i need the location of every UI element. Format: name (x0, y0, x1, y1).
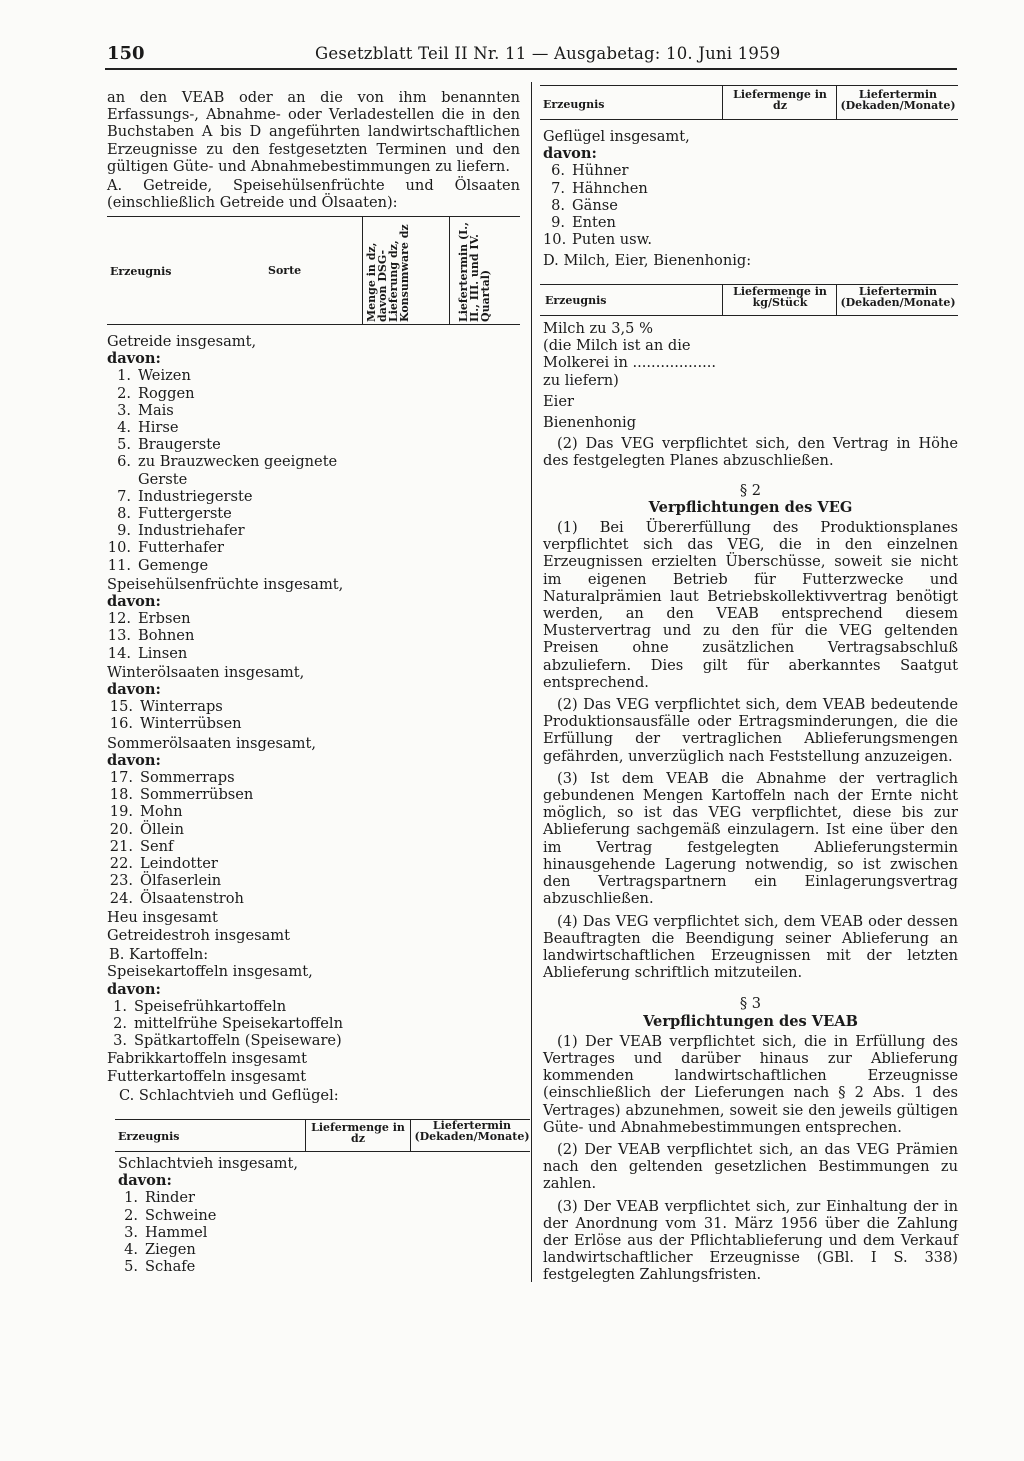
list-item (107, 872, 520, 889)
list-item-label: Weizen (138, 367, 191, 385)
table-a-header-menge: Menge in dz, davon DSG-Lieferung dz, Konsumware dz (365, 224, 411, 322)
list-item (107, 890, 520, 907)
list-item-number: 2. (124, 1206, 138, 1224)
list-item (107, 803, 520, 820)
list-item-label: zu Brauzwecken geeignete (138, 453, 338, 471)
list-item (107, 821, 520, 838)
table-d-header-liefermenge: Liefermenge in kg/Stück (733, 285, 827, 309)
list-item (107, 1032, 520, 1049)
list-item-number: 5. (124, 1258, 138, 1276)
section-3-title: Verpflichtungen des VEAB (643, 1012, 858, 1030)
speise-title: Speisehülsenfrüchte insgesamt, (107, 575, 344, 593)
davon-label: davon: (107, 980, 161, 998)
left-column (107, 89, 520, 211)
para-1-2: (2) Das VEG verpflichtet sich, den Vertrag in Höhe des festgelegten Planes abzuschließen. (543, 435, 958, 470)
list-item (118, 1224, 518, 1241)
list-item-number: 8. (551, 196, 565, 214)
list-item (543, 197, 958, 214)
list-item-label: Winterrübsen (140, 715, 242, 733)
list-item (107, 539, 520, 556)
sommer-title: Sommerölsaaten insgesamt, (107, 734, 317, 752)
list-item-label: Speisefrühkartoffeln (134, 997, 287, 1015)
list-item-number: 2. (117, 384, 131, 402)
table-c2-header-liefermenge: Liefermenge in dz (733, 88, 827, 112)
list-item (543, 231, 958, 248)
speisekartoffeln-title: Speisekartoffeln insgesamt, (107, 963, 313, 981)
list-item (118, 1207, 518, 1224)
section-2-para-1: (1) Bei Übererfüllung des Produktionsplanes verpflichtet sich das VEG, die in den einzelnen Erzeugnissen erzielten Überschüsse, soweit sie nicht im eigenen Betrieb für Futterzwecke und Naturalprämien laut Betriebskollektivvertrag benötigt werden, an den VEAB entsprechend diesem Mustervertrag und zu den für die VEG geltenden Preisen ohne zusätzlichen Vertragsabschluß abzuliefern. Dies gilt für aberkanntes Saatgut entsprechend. (543, 519, 958, 691)
list-item (107, 786, 520, 803)
table-d-bottom-rule (540, 315, 958, 316)
list-item-number: 1. (117, 367, 131, 385)
list-item (107, 505, 520, 522)
getreide-title: Getreide insgesamt, (107, 333, 257, 350)
left-list (107, 333, 520, 1104)
section-3-para-2: (2) Der VEAB verpflichtet sich, an das VEG Prämien nach den geltenden gesetzlichen Bestimmungen zu zahlen. (543, 1140, 958, 1193)
gefluegel-title: Geflügel insgesamt, (543, 128, 690, 145)
schlacht-block (118, 1155, 518, 1275)
list-item-number: 4. (124, 1241, 138, 1259)
getreidestroh-line: Getreidestroh insgesamt (107, 926, 290, 944)
sommer-list (107, 769, 520, 907)
list-item-label: Hammel (145, 1223, 208, 1241)
milch-block (543, 320, 958, 389)
list-item-number: 3. (113, 1032, 127, 1050)
list-item-number: 6. (551, 162, 565, 180)
list-item-label: Enten (572, 214, 616, 232)
section-d-title: D. Milch, Eier, Bienenhonig: (543, 252, 752, 270)
list-item (107, 367, 520, 384)
list-item-number: 8. (117, 505, 131, 523)
column-divider (531, 82, 532, 1282)
list-item (107, 1015, 520, 1032)
list-item-label: Mohn (140, 803, 183, 821)
table-c2-vline-1 (722, 85, 723, 119)
section-3-para-1: (1) Der VEAB verpflichtet sich, die in Erfüllung des Vertrages und darüber hinaus zur Ablieferung kommenden landwirtschaftlichen Erzeugnisse (einschließlich der Lieferungen nach § 2 Abs. 1 des Vertrages) abzunehmen, soweit sie den jeweils gültigen Güte- und Abnahmebestimmungen entsprechen. (543, 1032, 958, 1136)
table-a-header-liefertermin: Liefertermin (I., II., III. und IV. Quartal) (457, 222, 492, 322)
kartoffel-list (107, 998, 520, 1050)
heu-line: Heu insgesamt (107, 908, 218, 926)
gefluegel-list (543, 162, 958, 248)
list-item-label: Erbsen (138, 610, 191, 628)
section-2-para-2: (2) Das VEG verpflichtet sich, dem VEAB bedeutende Produktionsausfälle oder Ertragsminderungen, die die Erfüllung der vertraglichen Ablieferungsmengen gefährden, unverzüglich nach Feststellung anzuzeigen. (543, 696, 958, 765)
list-item-label: Mais (138, 401, 174, 419)
table-a-header-erzeugnis: Erzeugnis (110, 265, 172, 278)
section-3-para-3: (3) Der VEAB verpflichtet sich, zur Einhaltung der in der Anordnung vom 31. März 1956 über die Zahlung der Erlöse aus der Pflichtablieferung und dem Verkauf landwirtschaftlicher Erzeugnisse (GBl. I S. 338) festgelegten Zahlungsfristen. (543, 1197, 958, 1284)
getreide-list (107, 367, 520, 573)
list-item (118, 1241, 518, 1258)
table-d-vline-2 (836, 284, 837, 315)
page-header-title: Gesetzblatt Teil II Nr. 11 — Ausgabetag: 10. Juni 1959 (315, 44, 781, 63)
list-item-label: Sommerrübsen (140, 786, 254, 804)
list-item (543, 180, 958, 197)
list-item (107, 385, 520, 402)
right-text (543, 320, 958, 1284)
list-item-number: 22. (109, 855, 133, 873)
list-item-number: 24. (109, 889, 133, 907)
list-item-number: 14. (107, 644, 131, 662)
list-item-label: Futtergerste (138, 505, 232, 523)
list-item-label: Rinder (145, 1189, 196, 1207)
list-item (107, 522, 520, 539)
list-item-number: 15. (109, 698, 133, 716)
list-item-label: Linsen (138, 644, 188, 662)
intro-paragraph: an den VEAB oder an die von ihm benannten Erfassungs-, Abnahme- oder Verladestellen die in den Buchstaben A bis D angeführten landwirtschaftlichen Erzeugnisse zu den festgesetzten Terminen und den gültigen Güte- und Abnahmebestimmungen zu liefern. (107, 89, 520, 175)
list-item-label: mittelfrühe Speisekartoffeln (134, 1014, 344, 1032)
list-item (118, 1258, 518, 1275)
list-item-number: 9. (551, 214, 565, 232)
list-item-number: 17. (109, 769, 133, 787)
list-item-number: 3. (124, 1223, 138, 1241)
list-item-label: Gerste (138, 470, 188, 488)
schlacht-title: Schlachtvieh insgesamt, (118, 1155, 299, 1172)
list-item (107, 698, 520, 715)
table-c-header-erzeugnis: Erzeugnis (118, 1130, 180, 1143)
list-item (107, 436, 520, 453)
gefluegel-block (543, 128, 958, 270)
bienenhonig-line: Bienenhonig (543, 414, 637, 432)
winter-list (107, 698, 520, 732)
list-item-label: Hirse (138, 419, 179, 437)
list-item-number: 11. (107, 556, 131, 574)
list-item-label: Leindotter (140, 855, 218, 873)
milch-line: Molkerei in .................. (543, 354, 717, 372)
table-c-bottom-rule (115, 1151, 530, 1152)
table-a-vline-2 (449, 216, 450, 324)
list-item-label: Puten usw. (572, 231, 653, 249)
list-item-number: 4. (117, 419, 131, 437)
list-item-label: Hähnchen (572, 179, 648, 197)
list-item (107, 627, 520, 644)
section-b-title: B. Kartoffeln: (109, 946, 209, 964)
eier-line: Eier (543, 392, 574, 410)
speise-list (107, 610, 520, 662)
schlacht-list (118, 1189, 518, 1275)
davon-label: davon: (107, 681, 161, 699)
list-item-number: 12. (107, 610, 131, 628)
list-item (107, 855, 520, 872)
list-item (107, 557, 520, 574)
list-item-label: Spätkartoffeln (Speiseware) (134, 1032, 342, 1050)
list-item (118, 1189, 518, 1206)
list-item-number: 13. (107, 627, 131, 645)
table-d-header-erzeugnis: Erzeugnis (545, 294, 607, 307)
milch-line: zu liefern) (543, 371, 619, 389)
section-2-para-4: (4) Das VEG verpflichtet sich, dem VEAB oder dessen Beauftragten die Beendigung seiner Ablieferung an landwirtschaftlichen Erzeugnissen mit der letzten Ablieferung schriftlich mitzuteilen. (543, 912, 958, 982)
list-item-number: 21. (109, 837, 133, 855)
list-item-number: 18. (109, 786, 133, 804)
list-item-label: Braugerste (138, 436, 221, 454)
davon-label: davon: (118, 1172, 172, 1190)
list-item-label: Sommerraps (140, 769, 235, 787)
section-c-title: C. Schlachtvieh und Geflügel: (119, 1086, 339, 1104)
table-d-vline-1 (722, 284, 723, 315)
list-item (107, 645, 520, 662)
table-c2-bottom-rule (540, 119, 958, 120)
list-item-number: 6. (117, 453, 131, 471)
list-item-number: 10. (543, 231, 567, 249)
davon-label: davon: (543, 145, 597, 163)
list-item-label: Bohnen (138, 627, 195, 645)
list-item-label: Ölfaserlein (140, 872, 222, 890)
list-item-label: Roggen (138, 384, 195, 402)
list-item-number: 2. (113, 1014, 127, 1032)
milch-line: Milch zu 3,5 % (543, 320, 653, 337)
list-item-label: Industriehafer (138, 522, 245, 540)
list-item (107, 610, 520, 627)
list-item (107, 998, 520, 1015)
section-3-number: § 3 (739, 995, 762, 1013)
list-item (107, 402, 520, 419)
list-item-number: 10. (107, 539, 131, 557)
table-c2-top-rule (540, 85, 958, 86)
section-a-title: A. Getreide, Speisehülsenfrüchte und Ölsaaten (einschließlich Getreide und Ölsaaten): (107, 177, 520, 212)
table-a-bottom-rule (107, 324, 520, 325)
list-item-number: 1. (124, 1189, 138, 1207)
list-item (107, 488, 520, 505)
section-2-title: Verpflichtungen des VEG (648, 498, 853, 516)
section-2-para-3: (3) Ist dem VEAB die Abnahme der vertraglich gebundenen Mengen Kartoffeln nach der Ernte nicht möglich, so ist das VEG verpflichtet, diese bis zur Ablieferung sachgemäß einzulagern. Ist eine über den im Vertrag festgelegten Ablieferungstermin hinausgehende Lagerung notwendig, so ist zwischen den Vertragspartnern ein Einlagerungsvertrag abzuschließen. (543, 769, 958, 908)
list-item-number: 7. (551, 179, 565, 197)
futter-line: Futterkartoffeln insgesamt (107, 1067, 307, 1085)
list-item-number: 7. (117, 487, 131, 505)
table-c2-header-liefertermin: Liefertermin (Dekaden/Monate) (840, 88, 956, 112)
davon-label: davon: (107, 751, 161, 769)
list-item-number: 1. (113, 997, 127, 1015)
davon-label: davon: (107, 350, 161, 368)
list-item-label: Hühner (572, 162, 629, 180)
table-a-header-sorte: Sorte (268, 264, 302, 277)
header-rule (105, 68, 957, 70)
list-item-number: 20. (109, 820, 133, 838)
list-item-label: Ziegen (145, 1241, 196, 1259)
davon-label: davon: (107, 593, 161, 611)
list-item (107, 471, 520, 488)
list-item-label: Winterraps (140, 698, 223, 716)
list-item (107, 419, 520, 436)
list-item-number: 23. (109, 872, 133, 890)
list-item-number: 19. (109, 803, 133, 821)
list-item-label: Öllein (140, 820, 185, 838)
list-item-number: 5. (117, 436, 131, 454)
table-c2-vline-2 (836, 85, 837, 119)
section-2-number: § 2 (739, 481, 762, 499)
list-item-label: Gänse (572, 196, 618, 214)
table-c-header-liefermenge: Liefermenge in dz (311, 1121, 405, 1145)
table-c-header-liefertermin: Liefertermin (Dekaden/Monate) (414, 1119, 530, 1143)
table-a-vline-1 (362, 216, 363, 324)
list-item-label: Schweine (145, 1206, 217, 1224)
table-c-vline-1 (305, 1119, 306, 1151)
list-item-label: Futterhafer (138, 539, 224, 557)
list-item (107, 838, 520, 855)
list-item-label: Schafe (145, 1258, 196, 1276)
table-a-top-rule (107, 216, 520, 217)
list-item (107, 453, 520, 470)
list-item-number: 3. (117, 401, 131, 419)
table-c2-header-erzeugnis: Erzeugnis (543, 98, 605, 111)
list-item-number: 9. (117, 522, 131, 540)
fabrik-line: Fabrikkartoffeln insgesamt (107, 1050, 307, 1068)
list-item-label: Industriegerste (138, 487, 253, 505)
list-item (107, 715, 520, 732)
page-number: 150 (107, 43, 145, 64)
list-item-label: Senf (140, 837, 174, 855)
list-item-label: Ölsaatenstroh (140, 889, 244, 907)
table-c-vline-2 (410, 1119, 411, 1151)
list-item-label: Gemenge (138, 556, 209, 574)
list-item-number: 16. (109, 715, 133, 733)
list-item (543, 214, 958, 231)
winter-title: Winterölsaaten insgesamt, (107, 663, 305, 681)
list-item (543, 162, 958, 179)
milch-line: (die Milch ist an die (543, 337, 691, 355)
table-d-header-liefertermin: Liefertermin (Dekaden/Monate) (840, 285, 956, 309)
list-item (107, 769, 520, 786)
